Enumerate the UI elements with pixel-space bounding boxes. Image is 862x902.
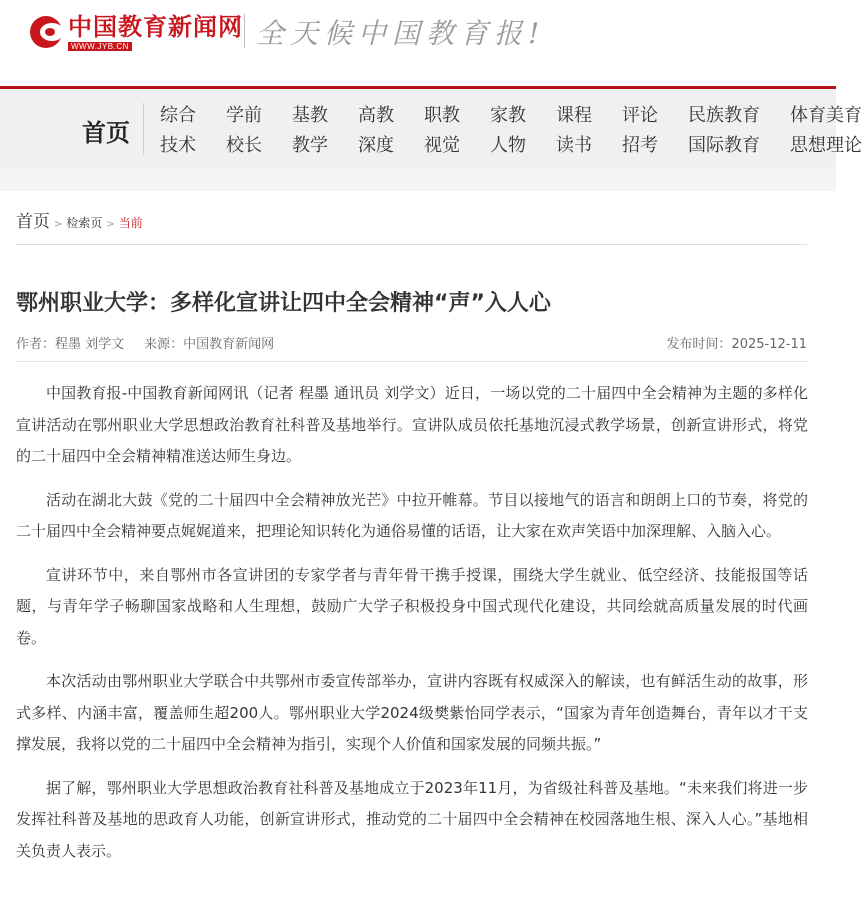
author-value: 程墨 刘学文 xyxy=(55,337,125,352)
chevron-right-icon: > xyxy=(54,219,63,230)
nav-item-row2[interactable]: 思想理论 xyxy=(790,135,862,156)
source-label: 来源： xyxy=(144,337,184,352)
nav-item-row1[interactable]: 基教 xyxy=(292,105,328,126)
meta-divider xyxy=(16,361,807,362)
breadcrumb-home-link[interactable]: 首页 xyxy=(16,212,50,232)
site-slogan: 全天候中国教育报! xyxy=(256,17,546,50)
article-meta xyxy=(16,333,274,352)
nav-item-row1[interactable]: 体育美育 xyxy=(790,105,862,126)
logo-url-badge: WWW.JYB.CN xyxy=(68,42,132,51)
nav-item-row2[interactable]: 人物 xyxy=(490,135,526,156)
nav-item-row2[interactable]: 校长 xyxy=(226,135,262,156)
nav-item-row2[interactable]: 国际教育 xyxy=(688,135,760,156)
logo-mark-icon xyxy=(28,14,64,50)
nav-item-row1[interactable]: 高教 xyxy=(358,105,394,126)
nav-item-row1[interactable]: 课程 xyxy=(556,105,592,126)
logo-text-group xyxy=(68,13,243,51)
date-value: 2025-12-11 xyxy=(731,337,807,352)
nav-item-row2[interactable]: 读书 xyxy=(556,135,592,156)
nav-item-row2[interactable]: 招考 xyxy=(622,135,658,156)
article-paragraph: 中国教育报-中国教育新闻网讯（记者 程墨 通讯员 刘学文）近日，一场以党的二十届四中全会精神为主题的多样化宣讲活动在鄂州职业大学思想政治教育社科普及基地举行。宣讲队成员依托基地沉浸式教学场景，创新宣讲形式，将党的二十届四中全会精神精准送达师生身边。 xyxy=(16,384,808,465)
logo-text: 中国教育新闻网 xyxy=(68,12,243,41)
nav-item-row2[interactable]: 深度 xyxy=(358,135,394,156)
source-value: 中国教育新闻网 xyxy=(183,337,275,352)
date-label: 发布时间： xyxy=(666,337,732,352)
breadcrumb xyxy=(16,207,143,232)
site-header xyxy=(0,0,836,86)
article-paragraph: 本次活动由鄂州职业大学联合中共鄂州市委宣传部举办，宣讲内容既有权威深入的解读，也有鲜活生动的故事，形式多样、内涵丰富，覆盖师生超200人。鄂州职业大学2024级樊紫怡同学表示，“国家为青年创造舞台，青年以才干支撑发展，我将以党的二十届四中全会精神为指引，实现个人价值和国家发展的同频共振。” xyxy=(16,672,808,753)
nav-item-row1[interactable]: 评论 xyxy=(622,105,658,126)
main-nav xyxy=(0,89,862,167)
nav-item-row1[interactable]: 家教 xyxy=(490,105,526,126)
article-body xyxy=(16,378,808,879)
nav-item-row1[interactable]: 民族教育 xyxy=(688,105,760,126)
nav-item-row1[interactable]: 学前 xyxy=(226,105,262,126)
breadcrumb-current: 当前 xyxy=(118,216,143,230)
nav-home-link[interactable]: 首页 xyxy=(82,119,130,147)
chevron-right-icon: > xyxy=(106,219,115,230)
article-paragraph: 宣讲环节中，来自鄂州市各宣讲团的专家学者与青年骨干携手授课，围绕大学生就业、低空经济、技能报国等话题，与青年学子畅聊国家战略和人生理想，鼓励广大学子积极投身中国式现代化建设，共同绘就高质量发展的时代画卷。 xyxy=(16,565,808,647)
nav-divider xyxy=(143,103,144,155)
nav-item-row2[interactable]: 视觉 xyxy=(424,135,460,156)
article-paragraph: 活动在湖北大鼓《党的二十届四中全会精神放光芒》中拉开帷幕。节目以接地气的语言和朗朗上口的节奏，将党的二十届四中全会精神要点娓娓道来，把理论知识转化为通俗易懂的话语，让大家在欢声笑语中加深理解、入脑入心。 xyxy=(16,490,808,540)
nav-item-row1[interactable]: 综合 xyxy=(160,105,196,126)
header-divider xyxy=(244,14,245,48)
breadcrumb-search-link[interactable]: 检索页 xyxy=(66,216,103,230)
breadcrumb-divider xyxy=(16,244,807,245)
nav-item-row2[interactable]: 技术 xyxy=(160,135,196,156)
author-label: 作者： xyxy=(16,337,56,352)
article-title: 鄂州职业大学：多样化宣讲让四中全会精神“声”入人心 xyxy=(16,291,551,316)
article-paragraph: 据了解，鄂州职业大学思想政治教育社科普及基地成立于2023年11月，为省级社科普及基地。“未来我们将进一步发挥社科普及基地的思政育人功能，创新宣讲形式，推动党的二十届四中全会精神在校园落地生根、深入人心。”基地相关负责人表示。 xyxy=(16,778,808,860)
nav-item-row2[interactable]: 教学 xyxy=(292,135,328,156)
nav-bottom-strip xyxy=(0,167,836,191)
site-logo[interactable] xyxy=(28,12,243,52)
publish-date xyxy=(666,333,807,352)
nav-item-row1[interactable]: 职教 xyxy=(424,105,460,126)
